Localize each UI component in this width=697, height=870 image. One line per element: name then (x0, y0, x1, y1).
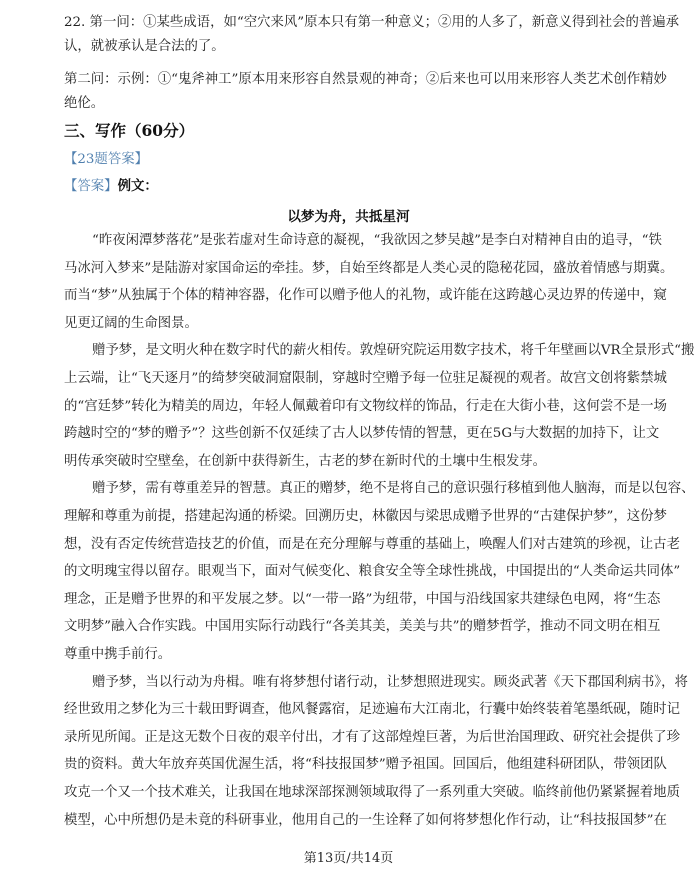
text-line: 模型，心中所想仍是未竟的科研事业，他用自己的一生诠释了如何将梦想化作行动，让“科技报国梦”在 (64, 812, 667, 828)
text-line: 绝伦。 (64, 96, 105, 111)
text-line: 赠予梦，需有尊重差异的智慧。真正的赠梦，绝不是将自己的意识强行移植到他人脑海，而是以包容、 (92, 481, 695, 497)
text-line: 录所见所闻。正是这无数个日夜的艰辛付出，才有了这部煌煌巨著，为后世治国理政、研究社会提供了珍 (64, 729, 680, 745)
text-line: 明传承突破时空壁垒，在创新中获得新生，古老的梦在新时代的土壤中生根发芽。 (64, 453, 547, 469)
text-line: 赠予梦，当以行动为舟楫。唯有将梦想付诸行动，让梦想照进现实。顾炎武著《天下郡国利病书》，将 (92, 674, 688, 690)
text-line: 赠予梦，是文明火种在数字时代的薪火相传。敦煌研究院运用数字技术，将千年壁画以VR全景形式“搬 (92, 343, 695, 359)
text-line: “昨夜闲潭梦落花”是张若虚对生命诗意的凝视，“我欲因之梦吴越”是李白对精神自由的追寻，“铁 (92, 233, 662, 248)
text-line: 理念，正是赠予世界的和平发展之梦。以“一带一路”为纽带，中国与沿线国家共建绿色电网，将“生态 (64, 591, 661, 607)
text-line: 上云端，让“飞天逐月”的绮梦突破洞窟限制，穿越时空赠予每一位驻足凝视的观者。故宫文创将紫禁城 (64, 371, 667, 386)
text-line: 跨越时空的“梦的赠予”？这些创新不仅延续了古人以梦传情的智慧，更在5G与大数据的加持下，让文 (64, 426, 660, 442)
answer-line (64, 175, 158, 194)
text-line: 理解和尊重为前提，搭建起沟通的桥梁。回溯历史，林徽因与梁思成赠予世界的“古建保护梦”，这份梦 (64, 509, 667, 524)
example-essay-label: 例文： (117, 178, 158, 194)
text-line: 马冰河入梦来”是陆游对家国命运的牵挂。梦，自始至终都是人类心灵的隐秘花园，盛放着情感与期冀。 (64, 260, 674, 276)
text-line: 的“宫廷梦”转化为精美的周边，年轻人佩戴着印有文物纹样的饰品，行走在大街小巷，这何尝不是一场 (64, 398, 667, 414)
text-line: 认，就被承认是合法的了。 (64, 39, 225, 54)
page-footer: 第13页/共14页 (303, 851, 394, 866)
text-line: 尊重中携手前行。 (64, 647, 172, 662)
text-line: 而当“梦”从独属于个体的精神容器，化作可以赠予他人的礼物，或许能在这跨越心灵边界的传递中，窥 (64, 288, 667, 304)
text-line: 贵的资料。黄大年放弃英国优渥生活，将“科技报国梦”赠予祖国。回国后，他组建科研团队，带领团队 (64, 757, 667, 773)
text-line: 想，没有否定传统营造技艺的价值，而是在充分理解与尊重的基础上，唤醒人们对古建筑的珍视，让古老 (64, 536, 680, 552)
text-line: 见更辽阔的生命图景。 (64, 315, 198, 331)
text-line: 的文明瑰宝得以留存。眼观当下，面对气候变化、粮食安全等全球性挑战，中国提出的“人类命运共同体” (64, 564, 681, 580)
text-line: 经世致用之梦化为三十载田野调查，他风餐露宿，足迹遍布大江南北，行囊中始终装着笔墨纸砚，随时记 (64, 702, 680, 718)
q23-answer-label: 【23题答案】 (64, 152, 148, 167)
text-line: 文明梦”融入合作实践。中国用实际行动践行“各美其美，美美与共”的赠梦哲学，推动不同文明在相互 (64, 619, 661, 635)
text-line: 22. 第一问：①某些成语，如“空穴来风”原本只有第一种意义；②用的人多了，新意义得到社会的普遍承 (64, 15, 680, 30)
essay-title: 以梦为舟，共抵星河 (287, 209, 410, 225)
section-heading: 三、写作（60分） (64, 121, 195, 140)
text-line: 攻克一个又一个技术难关，让我国在地球深部探测领域取得了一系列重大突破。临终前他仍紧紧握着地质 (64, 785, 680, 800)
answer-label: 【答案】 (64, 179, 118, 194)
text-line: 第二问：示例：①“鬼斧神工”原本用来形容自然景观的神奇；②后来也可以用来形容人类艺术创作精妙 (64, 72, 667, 87)
